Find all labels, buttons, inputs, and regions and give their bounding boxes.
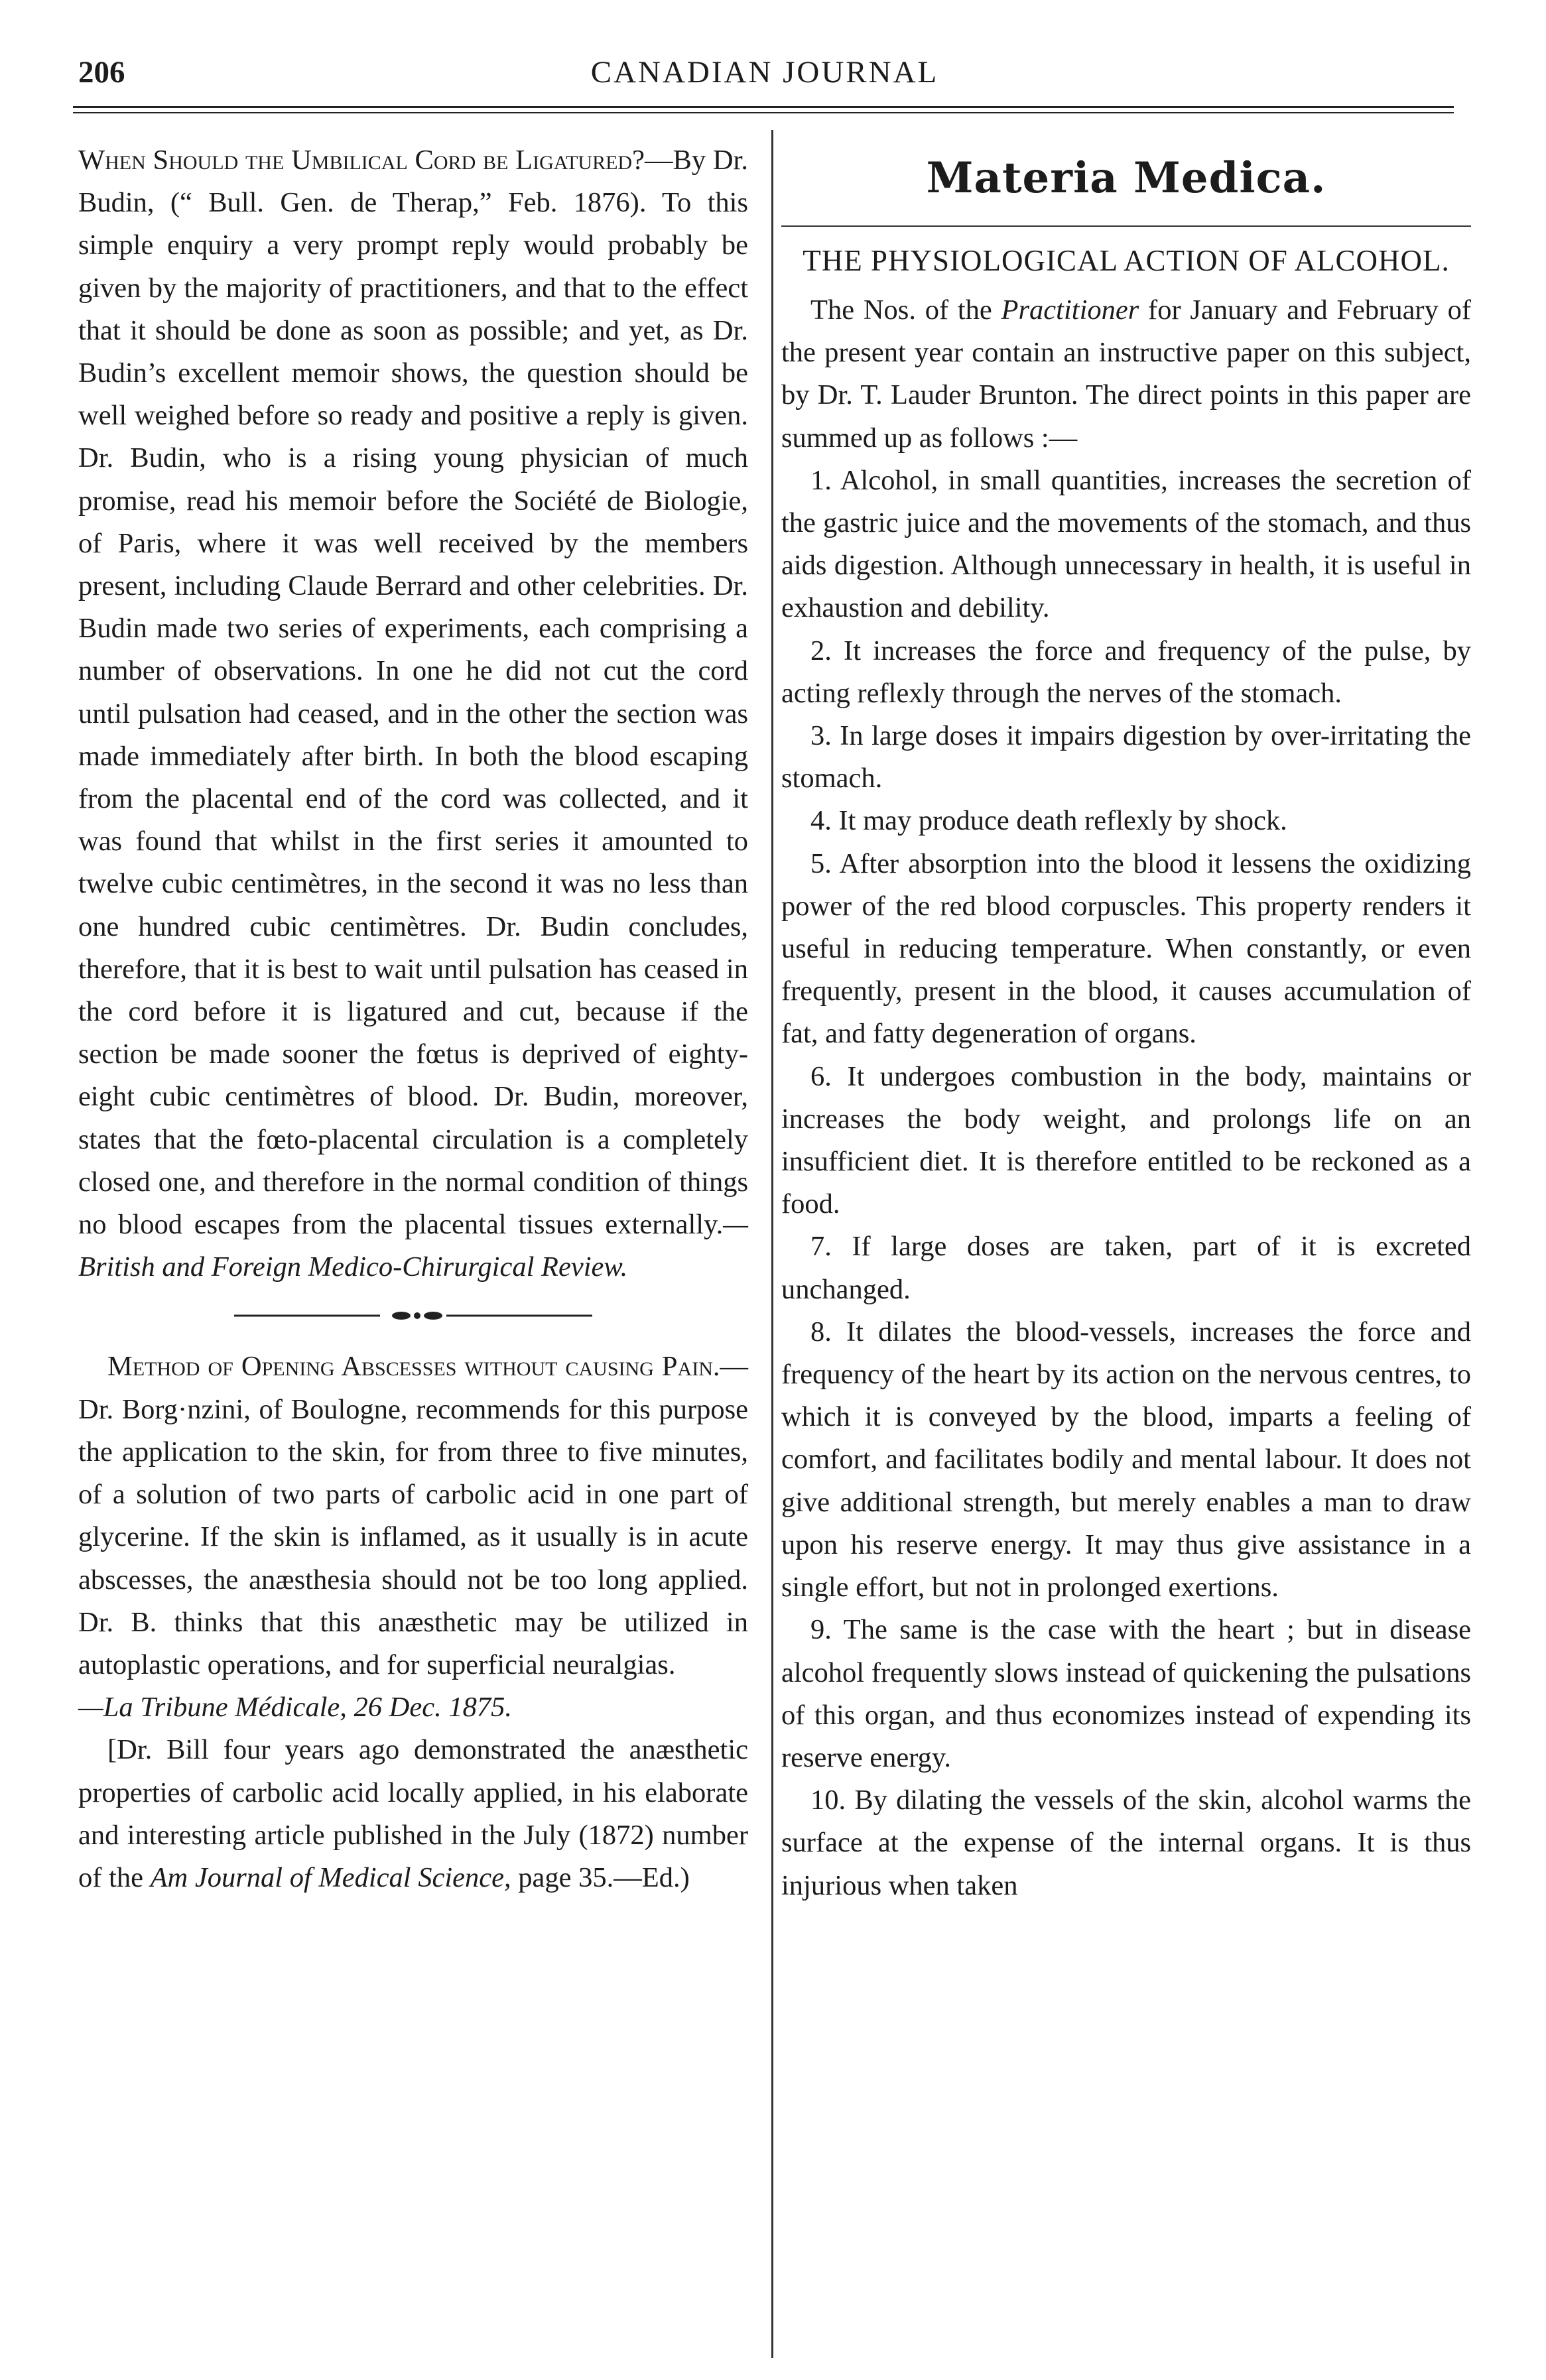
alcohol-point: 10. By dilating the vessels of the skin, alcohol warms the surface at the expense of the internal organs. It is thus injurious when taken — [781, 1785, 1471, 1901]
alcohol-intro-text: The Nos. of the — [810, 294, 1001, 326]
alcohol-intro — [781, 289, 1471, 460]
alcohol-intro-journal: Practitioner — [1001, 294, 1139, 326]
article-source-umbilical-cord: —British and Foreign Medico-Chirurgical Review. — [78, 1209, 748, 1283]
header-rule — [73, 106, 1454, 108]
page-number: 206 — [78, 55, 125, 90]
editor-note-end: page 35.—Ed.) — [511, 1861, 690, 1893]
alcohol-point: 5. After absorption into the blood it lessens the oxidizing power of the red blood corpuscles. This property renders it useful in reducing temperature. When constantly, or even frequently, present in the blood, it causes accumulation of fat, and fatty degeneration of organs. — [781, 847, 1471, 1050]
section-rule — [781, 225, 1471, 227]
editor-note — [78, 1729, 748, 1899]
alcohol-point: 7. If large doses are taken, part of it is excreted unchanged. — [781, 1231, 1471, 1305]
header-rule-thin — [73, 112, 1454, 113]
article-abscesses — [78, 1346, 748, 1729]
alcohol-point: 3. In large doses it impairs digestion by over-irritating the stomach. — [781, 720, 1471, 794]
alcohol-point: 6. It undergoes combustion in the body, maintains or increases the body weight, and prolongs life on an insufficient diet. It is therefore entitled to be reckoned as a food. — [781, 1060, 1471, 1220]
alcohol-point: 2. It increases the force and frequency of the pulse, by acting reflexly through the nerves of the stomach. — [781, 635, 1471, 709]
alcohol-point: 1. Alcohol, in small quantities, increases the secretion of the gastric juice and the movements of the stomach, and thus aids digestion. Although unnecessary in health, it is useful in exhaustion and debility. — [781, 464, 1471, 624]
running-head: CANADIAN JOURNAL — [590, 55, 939, 90]
editor-note-journal: Am Journal of Medical Science, — [150, 1861, 511, 1893]
left-column — [78, 139, 748, 1899]
ornament-divider — [227, 1308, 599, 1323]
article-title-abscesses: Method of Opening Abscesses without causing Pain. — [107, 1351, 720, 1383]
article-title-umbilical-cord: When Should the Umbilical Cord be Ligatured? — [78, 145, 645, 176]
editor-note-text: [Dr. Bill four years ago demonstrated the anæsthetic properties of carbolic acid locally applied, in his elaborate and interesting article published in the July (1872) number of the — [78, 1734, 748, 1893]
alcohol-point: 9. The same is the case with the heart ; but in disease alcohol frequently slows instead of quickening the pulsations of this organ, and thus economizes instead of expending its reserve energy. — [781, 1614, 1471, 1773]
article-title-alcohol: THE PHYSIOLOGICAL ACTION OF ALCOHOL. — [803, 244, 1450, 277]
right-column — [781, 139, 1471, 1907]
column-divider — [771, 130, 773, 2358]
alcohol-intro-text-2: for January and February of the present year contain an instructive paper on this subject, by Dr. T. Lauder Brunton. The direct points in this paper are summed up as follows :— — [781, 294, 1471, 454]
article-source-abscesses: —La Tribune Médicale, 26 Dec. 1875. — [78, 1692, 512, 1723]
section-heading: Materia Medica. — [926, 153, 1326, 203]
alcohol-point: 4. It may produce death reflexly by shock. — [810, 805, 1287, 837]
article-umbilical-cord — [78, 139, 748, 1288]
article-body-umbilical-cord: —By Dr. Budin, (“ Bull. Gen. de Therap,” Feb. 1876). To this simple enquiry a very prompt reply would probably be given by the majority of practitioners, and that to the effect that it should be done as soon as possible; and yet, as Dr. Budin’s excellent memoir shows, the question should be well weighed before so ready and positive a reply is given. Dr. Budin, who is a rising young physician of much promise, read his memoir before the Société de Biologie, of Paris, where it was well received by the members present, including Claude Berrard and other celebrities. Dr. Budin made two series of experiments, each comprising a number of observations. In one he did not cut the cord until pulsation had ceased, and in the other the section was made immediately after birth. In both the blood escaping from the placental end of the cord was collected, and it was found that whilst in the first series it amounted to twelve cubic centimètres, in the second it was no less than one hundred cubic centimètres. Dr. Budin concludes, therefore, that it is best to wait until pulsation has ceased in the cord before it is ligatured and cut, because if the section be made sooner the fœtus is deprived of eighty-eight cubic centimètres of blood. Dr. Budin, moreover, states that the fœto-placental circulation is a completely closed one, and therefore in the normal condition of things no blood escapes from the placental tissues externally. — [78, 145, 748, 1241]
article-body-abscesses: —Dr. Borg·nzini, of Boulogne, recommends for this purpose the application to the skin, for from three to five minutes, of a solution of two parts of carbolic acid in one part of glycerine. If the skin is inflamed, as it usually is in acute abscesses, the anæsthesia should not be too long applied. Dr. B. thinks that this anæsthetic may be utilized in autoplastic operations, and for superficial neuralgias. — [78, 1351, 748, 1680]
alcohol-point: 8. It dilates the blood-vessels, increases the force and frequency of the heart by its action on the nervous centres, to which it is conveyed by the blood, imparts a feeling of comfort, and facilitates bodily and mental labour. It does not give additional strength, but merely enables a man to draw upon his reserve energy. It may thus give assistance in a single effort, but not in prolonged exertions. — [781, 1316, 1471, 1603]
page-header — [78, 54, 1451, 107]
